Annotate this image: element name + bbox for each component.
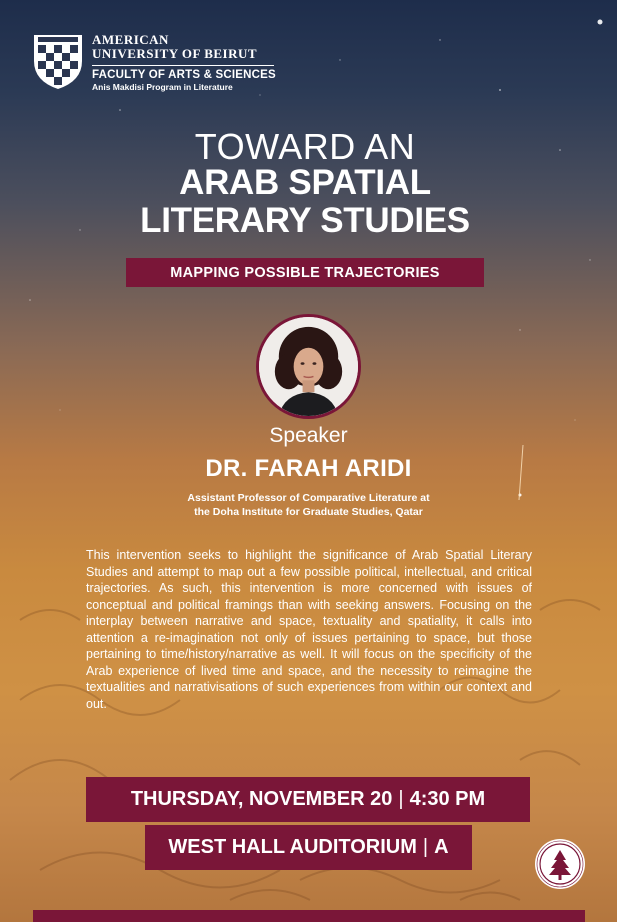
subtitle-text: MAPPING POSSIBLE TRAJECTORIES <box>170 264 440 281</box>
program-name: Anis Makdisi Program in Literature <box>92 82 233 92</box>
title-line1: TOWARD AN <box>194 126 416 167</box>
speaker-portrait-image <box>259 317 358 416</box>
faculty-name: FACULTY OF ARTS & SCIENCES <box>92 69 276 81</box>
affiliation-line1: Assistant Professor of Comparative Literature at <box>187 492 430 504</box>
speaker-name: DR. FARAH ARIDI <box>205 455 412 482</box>
title-line3: LITERARY STUDIES <box>140 201 470 240</box>
speaker-affiliation <box>150 492 467 519</box>
university-logo <box>32 33 276 92</box>
venue-banner <box>145 825 472 870</box>
university-name-line1: AMERICAN <box>92 32 169 47</box>
logo-divider <box>92 65 274 66</box>
event-venue: WEST HALL AUDITORIUM <box>168 836 417 858</box>
university-name-line2: UNIVERSITY OF BEIRUT <box>92 46 258 61</box>
speaker-photo <box>256 314 361 419</box>
title-main <box>0 164 610 240</box>
speaker-label: Speaker <box>269 424 348 447</box>
date-separator: | <box>398 788 404 810</box>
affiliation-line2: the Doha Institute for Graduate Studies, Qatar <box>194 505 423 518</box>
abstract-text: This intervention seeks to highlight the significance of Arab Spatial Literary Studies and attempt to map out a few possible political, intellectual, and critical trajectories. As such, this intervention is more concerned with issues of conceptual and political framings than with seeking answers. Focusing on the interplay between narrative and space, textuality and spatiality, it calls into attention a re-imagination not only of issues pertaining to space, but those pertaining to time/history/narrative as well. It will focus on the specificity of the Arab experience of lived time and space, and the necessity to reimagine the textualities and narrativisations of such experiences from within our context and out. <box>86 548 532 711</box>
event-time: 4:30 PM <box>409 788 486 810</box>
event-room: A <box>434 836 449 858</box>
date-time-banner <box>86 777 530 822</box>
bottom-banner <box>33 910 585 922</box>
event-date: THURSDAY, NOVEMBER 20 <box>130 788 393 810</box>
aub-shield-icon <box>32 33 84 91</box>
title-line2: ARAB SPATIAL <box>179 163 431 202</box>
aub-seal-icon <box>534 838 586 890</box>
subtitle-banner <box>126 258 484 287</box>
venue-separator: | <box>422 836 429 858</box>
